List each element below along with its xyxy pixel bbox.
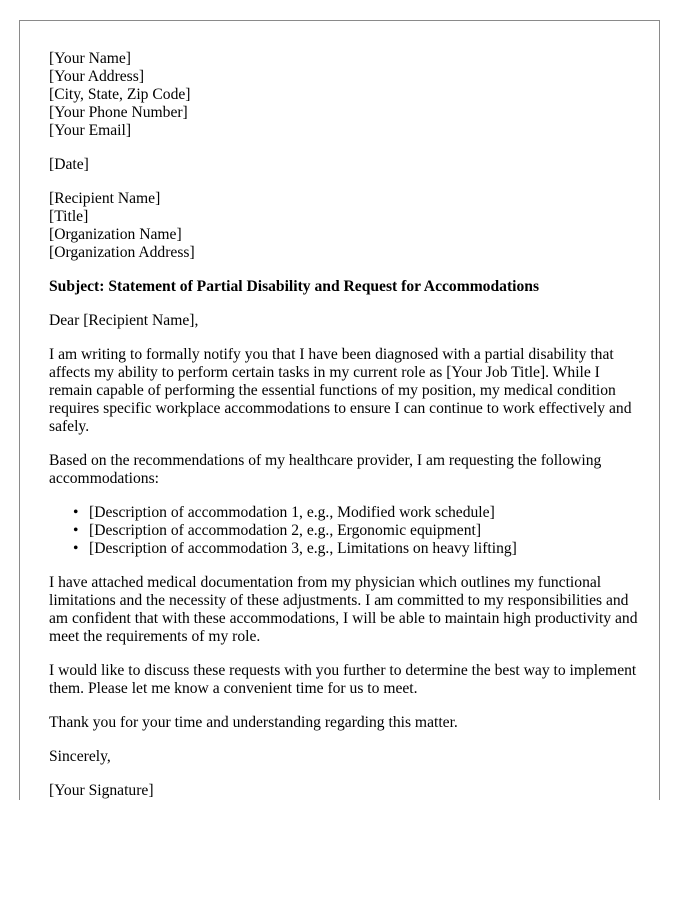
bullet-icon: • — [73, 540, 79, 557]
sender-block — [49, 50, 639, 140]
paragraph-intro: I am writing to formally notify you that I have been diagnosed with a partial disability that affects my ability to perform certain tasks in my current role as [Your Job Title]. While I remain capable of performing the essential functions of my position, my medical condition requires specific workplace accommodations to ensure I can continue to work effectively and safely. — [49, 346, 632, 435]
recipient-organization-address: [Organization Address] — [49, 244, 195, 261]
date-block — [49, 156, 639, 174]
letter-date: [Date] — [49, 156, 89, 173]
paragraph-thanks: Thank you for your time and understanding regarding this matter. — [49, 714, 458, 731]
paragraph-documentation: I have attached medical documentation from my physician which outlines my functional limitations and the necessity of these adjustments. I am committed to my responsibilities and am confident that with these accommodations, I will be able to maintain high productivity and meet the requirements of my role. — [49, 574, 638, 645]
sender-phone: [Your Phone Number] — [49, 104, 188, 121]
accommodation-text: [Description of accommodation 1, e.g., Modified work schedule] — [89, 504, 495, 521]
salutation: Dear [Recipient Name], — [49, 312, 199, 329]
list-item — [73, 540, 639, 558]
list-item — [73, 504, 639, 522]
recipient-organization: [Organization Name] — [49, 226, 182, 243]
recipient-name: [Recipient Name] — [49, 190, 161, 207]
accommodation-text: [Description of accommodation 2, e.g., Ergonomic equipment] — [89, 522, 482, 539]
letter-content — [49, 50, 639, 816]
closing: Sincerely, — [49, 748, 111, 765]
recipient-block — [49, 190, 639, 262]
sender-address: [Your Address] — [49, 68, 145, 85]
accommodations-list — [49, 504, 639, 558]
sender-city-state-zip: [City, State, Zip Code] — [49, 86, 191, 103]
signature: [Your Signature] — [49, 782, 154, 799]
sender-name: [Your Name] — [49, 50, 132, 67]
subject-line: Subject: Statement of Partial Disability and Request for Accommodations — [49, 278, 540, 295]
sender-email: [Your Email] — [49, 122, 132, 139]
recipient-title: [Title] — [49, 208, 89, 225]
letter-page — [19, 20, 660, 800]
accommodation-text: [Description of accommodation 3, e.g., Limitations on heavy lifting] — [89, 540, 517, 557]
list-item — [73, 522, 639, 540]
paragraph-discussion: I would like to discuss these requests with you further to determine the best way to implement them. Please let me know a convenient time for us to meet. — [49, 662, 637, 697]
bullet-icon: • — [73, 522, 79, 539]
paragraph-request: Based on the recommendations of my healthcare provider, I am requesting the following accommodations: — [49, 452, 602, 487]
bullet-icon: • — [73, 504, 79, 521]
